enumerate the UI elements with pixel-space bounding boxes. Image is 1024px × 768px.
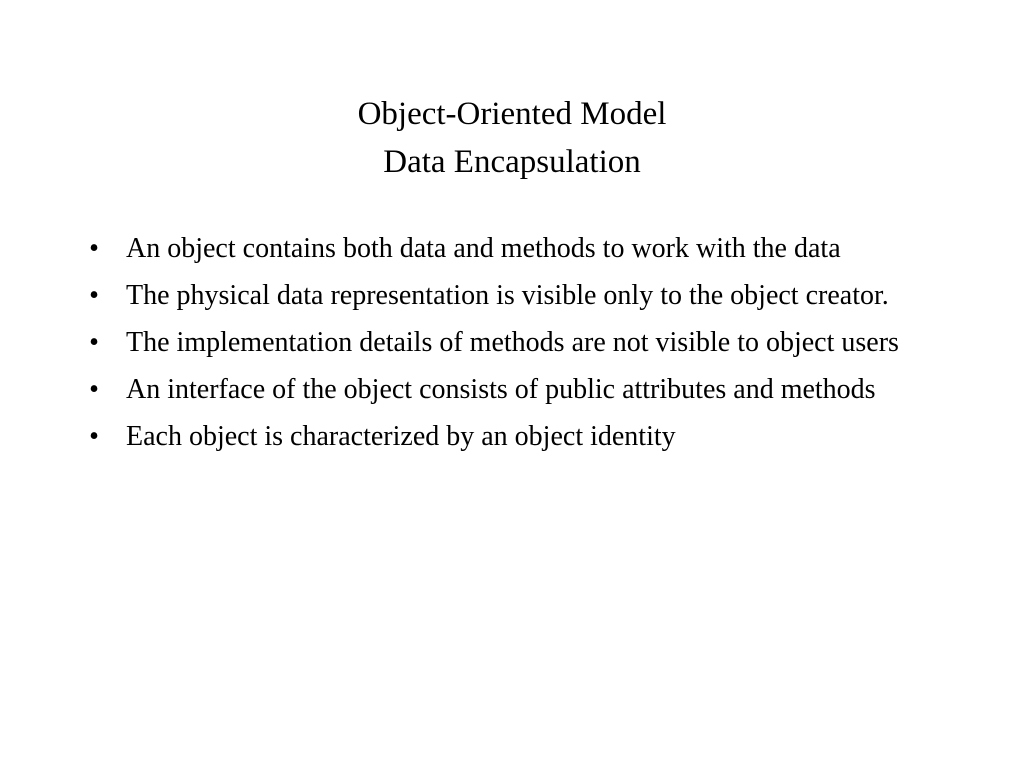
bullet-text: The physical data representation is visible only to the object creator.	[126, 280, 889, 311]
slide-title	[0, 90, 1024, 186]
bullet-dot-icon: •	[89, 421, 99, 452]
bullet-item	[84, 228, 944, 270]
bullet-list	[84, 228, 944, 463]
bullet-item	[84, 369, 944, 411]
bullet-text: The implementation details of methods are not visible to object users	[126, 327, 899, 358]
bullet-text: An interface of the object consists of public attributes and methods	[126, 374, 876, 405]
bullet-dot-icon: •	[89, 280, 99, 311]
bullet-item	[84, 322, 944, 364]
slide-title-line-2: Data Encapsulation	[383, 144, 641, 180]
bullet-text: An object contains both data and methods to work with the data	[126, 233, 841, 264]
bullet-item	[84, 416, 944, 458]
bullet-dot-icon: •	[89, 374, 99, 405]
bullet-text: Each object is characterized by an object identity	[126, 421, 676, 452]
bullet-item	[84, 275, 944, 317]
slide-title-line-1: Object-Oriented Model	[357, 96, 667, 132]
bullet-dot-icon: •	[89, 327, 99, 358]
bullet-dot-icon: •	[89, 233, 99, 264]
